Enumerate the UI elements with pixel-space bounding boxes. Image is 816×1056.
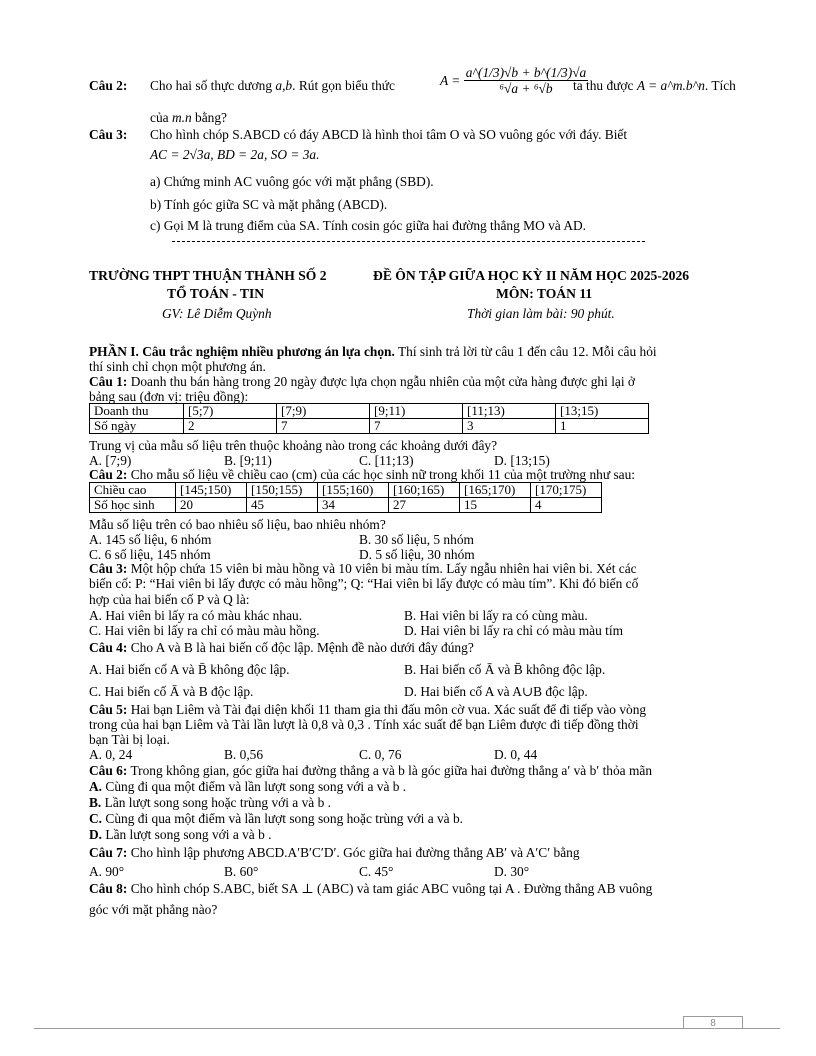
table-cell: [165;170) xyxy=(460,483,531,498)
top-q2-line2var: m.n xyxy=(171,110,192,125)
expr-denominator: ⁶√a + ⁶√b xyxy=(499,81,553,96)
table-cell: 7 xyxy=(277,419,370,434)
q1-line1 xyxy=(89,374,635,389)
q3-label: Câu 3: xyxy=(89,561,128,576)
q1-option-d: D. [13;15) xyxy=(494,453,550,468)
top-q3-given: AC = 2√3a, BD = 2a, SO = 3a. xyxy=(150,147,320,162)
table-cell: 45 xyxy=(247,498,318,513)
table-cell: 34 xyxy=(318,498,389,513)
q8-line1 xyxy=(89,881,652,896)
q5-line3: bạn Tài bị loại. xyxy=(89,732,170,747)
top-q3-label: Câu 3: xyxy=(89,127,128,142)
top-q2-result: A = a^m.b^n xyxy=(636,78,705,93)
expr-fraction xyxy=(464,65,589,96)
q2-text: Cho mẫu số liệu về chiều cao (cm) của các học sinh nữ trong khối 11 của một trường như sau: xyxy=(130,467,636,482)
teacher-name: GV: Lê Diễm Quỳnh xyxy=(162,306,272,321)
page-number: 8 xyxy=(683,1016,743,1029)
q3-option-b: B. Hai viên bi lấy ra có cùng màu. xyxy=(404,608,588,623)
expr-lhs: A = xyxy=(440,73,461,88)
q5-text: Hai bạn Liêm và Tài đại diện khối 11 tham gia thi đấu môn cờ vua. Xác suất để đi tiếp vào vòng xyxy=(130,702,647,717)
table-cell: Số học sinh xyxy=(90,498,176,513)
q6-option-d-text: Lần lượt song song với a và b . xyxy=(105,827,272,842)
q6-option-c: C. Cùng đi qua một điểm và lần lượt song song hoặc trùng với a và b. xyxy=(89,811,464,826)
q6-text: Trong không gian, góc giữa hai đường thẳng a và b là góc giữa hai đường thẳng a′ và b′ thỏa mãn xyxy=(130,763,653,778)
q6-option-a: A. Cùng đi qua một điểm và lần lượt song song với a và b . xyxy=(89,779,407,794)
top-q2-text3: ta thu được xyxy=(573,78,634,93)
q6-option-d: D. Lần lượt song song với a và b . xyxy=(89,827,272,842)
table-cell: [155;160) xyxy=(318,483,389,498)
top-q3-b: b) Tính góc giữa SC và mặt phẳng (ABCD). xyxy=(150,197,388,212)
q7-option-a: A. 90° xyxy=(89,864,125,879)
table-cell: 15 xyxy=(460,498,531,513)
table-cell: 4 xyxy=(531,498,602,513)
top-q2-text4: . Tích xyxy=(704,78,736,93)
q6-option-b-text: Lần lượt song song hoặc trùng với a và b . xyxy=(104,795,331,810)
top-q2-line1 xyxy=(150,78,395,93)
q2-label: Câu 2: xyxy=(89,467,128,482)
table-cell: Chiều cao xyxy=(90,483,176,498)
top-q2-expression xyxy=(440,65,588,109)
table-cell: [11;13) xyxy=(463,404,556,419)
q3-option-c: C. Hai viên bi lấy ra chỉ có màu màu hồng. xyxy=(89,623,320,638)
q7-line1 xyxy=(89,845,580,860)
q3-option-d: D. Hai viên bi lấy ra chỉ có màu màu tím xyxy=(404,623,624,638)
top-q2-tail xyxy=(573,78,736,93)
top-q3-c: c) Gọi M là trung điểm của SA. Tính cosin góc giữa hai đường thẳng MO và AD. xyxy=(150,218,587,233)
q4-text: Cho A và B là hai biến cố độc lập. Mệnh đề nào dưới đây đúng? xyxy=(130,640,474,655)
expr-numerator: a^(1/3)√b + b^(1/3)√a xyxy=(465,65,587,80)
table-cell: [170;175) xyxy=(531,483,602,498)
q2-option-a: A. 145 số liệu, 6 nhóm xyxy=(89,532,212,547)
table-cell: 7 xyxy=(370,419,463,434)
q2-option-c: C. 6 số liệu, 145 nhóm xyxy=(89,547,211,562)
q2-question: Mẫu số liệu trên có bao nhiêu số liệu, bao nhiêu nhóm? xyxy=(89,517,386,532)
q2-table xyxy=(89,482,602,513)
part1-instruction: Thí sinh trả lời từ câu 1 đến câu 12. Mỗi câu hỏi xyxy=(397,344,657,359)
q5-option-c: C. 0, 76 xyxy=(359,747,402,762)
table-cell: 2 xyxy=(184,419,277,434)
q8-label: Câu 8: xyxy=(89,881,128,896)
table-cell: [7;9) xyxy=(277,404,370,419)
school-name: TRƯỜNG THPT THUẬN THÀNH SỐ 2 xyxy=(89,268,327,283)
department: TỔ TOÁN - TIN xyxy=(167,286,265,301)
exam-time: Thời gian làm bài: 90 phút. xyxy=(467,306,615,321)
q6-label: Câu 6: xyxy=(89,763,128,778)
table-row xyxy=(90,419,649,434)
top-q2-line2b: bằng? xyxy=(195,110,228,125)
q3-line3: hợp của hai biến cố P và Q là: xyxy=(89,592,250,607)
q7-text: Cho hình lập phương ABCD.A′B′C′D′. Góc giữa hai đường thẳng AB′ và A′C′ bằng xyxy=(130,845,580,860)
q5-line1 xyxy=(89,702,646,717)
table-row xyxy=(90,498,602,513)
table-cell: 3 xyxy=(463,419,556,434)
q1-option-b: B. [9;11) xyxy=(224,453,272,468)
table-cell: 20 xyxy=(176,498,247,513)
q5-option-b: B. 0,56 xyxy=(224,747,264,762)
table-cell: [5;7) xyxy=(184,404,277,419)
q5-option-d: D. 0, 44 xyxy=(494,747,538,762)
q3-text: Một hộp chứa 15 viên bi màu hồng và 10 viên bi màu tím. Lấy ngẫu nhiên hai viên bi. Xét các xyxy=(130,561,637,576)
q5-line2: trong của hai bạn Liêm và Tài lần lượt là 0,8 và 0,3 . Tính xác suất để bạn Liêm được đi tiếp đồng thời xyxy=(89,717,639,732)
top-q2-label: Câu 2: xyxy=(89,78,128,93)
q1-option-a: A. [7;9) xyxy=(89,453,132,468)
q4-option-a: A. Hai biến cố A và B̄ không độc lập. xyxy=(89,662,290,677)
q8-line2: góc với mặt phẳng nào? xyxy=(89,902,218,917)
q1-table xyxy=(89,403,649,434)
q5-label: Câu 5: xyxy=(89,702,128,717)
q2-option-b: B. 30 số liệu, 5 nhóm xyxy=(359,532,474,547)
table-cell: [145;150) xyxy=(176,483,247,498)
q1-option-c: C. [11;13) xyxy=(359,453,414,468)
q3-option-a: A. Hai viên bi lấy ra có màu khác nhau. xyxy=(89,608,303,623)
q6-option-c-text: Cùng đi qua một điểm và lần lượt song song hoặc trùng với a và b. xyxy=(105,811,464,826)
top-q2-line2 xyxy=(150,110,227,125)
q1-label: Câu 1: xyxy=(89,374,128,389)
footer-rule xyxy=(34,1028,780,1029)
q4-option-d: D. Hai biến cố A và A∪B độc lập. xyxy=(404,684,588,699)
q2-option-d: D. 5 số liệu, 30 nhóm xyxy=(359,547,475,562)
q3-line2: biến cố: P: “Hai viên bi lấy được có màu hồng”; Q: “Hai viên bi lấy được có màu tím”. Khi đó biến cố xyxy=(89,576,639,591)
top-q2-text: Cho hai số thực dương xyxy=(150,78,273,93)
table-cell: [9;11) xyxy=(370,404,463,419)
table-cell: Số ngày xyxy=(90,419,184,434)
table-cell: [13;15) xyxy=(556,404,649,419)
q2-line1 xyxy=(89,467,635,482)
table-cell: [150;155) xyxy=(247,483,318,498)
part1-title: PHẦN I. Câu trắc nghiệm nhiều phương án lựa chọn. xyxy=(89,344,395,359)
subject: MÔN: TOÁN 11 xyxy=(496,286,593,301)
q5-option-a: A. 0, 24 xyxy=(89,747,133,762)
table-row xyxy=(90,483,602,498)
q4-option-b: B. Hai biến cố Ā và B̄ không độc lập. xyxy=(404,662,606,677)
part1-line1 xyxy=(89,344,657,359)
top-q2-vars: a,b xyxy=(275,78,293,93)
q7-option-d: D. 30° xyxy=(494,864,530,879)
section-divider xyxy=(172,241,645,242)
q6-option-b: B. Lần lượt song song hoặc trùng với a và b . xyxy=(89,795,331,810)
q1-question: Trung vị của mẫu số liệu trên thuộc khoảng nào trong các khoảng dưới đây? xyxy=(89,438,498,453)
q1-text: Doanh thu bán hàng trong 20 ngày được lựa chọn ngẫu nhiên của một cửa hàng được ghi lại ở xyxy=(130,374,636,389)
q8-text: Cho hình chóp S.ABC, biết SA ⊥ (ABC) và tam giác ABC vuông tại A . Đường thẳng AB vuông xyxy=(130,881,653,896)
table-cell: 1 xyxy=(556,419,649,434)
q4-option-c: C. Hai biến cố Ā và B độc lập. xyxy=(89,684,254,699)
exam-title: ĐỀ ÔN TẬP GIỮA HỌC KỲ II NĂM HỌC 2025-2026 xyxy=(373,268,690,283)
table-cell: Doanh thu xyxy=(90,404,184,419)
q7-option-b: B. 60° xyxy=(224,864,259,879)
q1-line2: bảng sau (đơn vị: triệu đồng): xyxy=(89,389,249,404)
table-row xyxy=(90,404,649,419)
top-q3-a: a) Chứng minh AC vuông góc với mặt phẳng (SBD). xyxy=(150,174,434,189)
q6-line1 xyxy=(89,763,652,778)
q3-line1 xyxy=(89,561,637,576)
q7-option-c: C. 45° xyxy=(359,864,394,879)
top-q3-text: Cho hình chóp S.ABCD có đáy ABCD là hình thoi tâm O và SO vuông góc với đáy. Biết xyxy=(150,127,628,142)
top-q2-line2a: của xyxy=(150,110,169,125)
part1-instruction-2: thí sinh chỉ chọn một phương án. xyxy=(89,359,266,374)
table-cell: 27 xyxy=(389,498,460,513)
q4-label: Câu 4: xyxy=(89,640,128,655)
q7-label: Câu 7: xyxy=(89,845,128,860)
table-cell: [160;165) xyxy=(389,483,460,498)
q4-line1 xyxy=(89,640,474,655)
top-q2-text2: . Rút gọn biểu thức xyxy=(292,78,395,93)
q6-option-a-text: Cùng đi qua một điểm và lần lượt song song với a và b . xyxy=(105,779,407,794)
